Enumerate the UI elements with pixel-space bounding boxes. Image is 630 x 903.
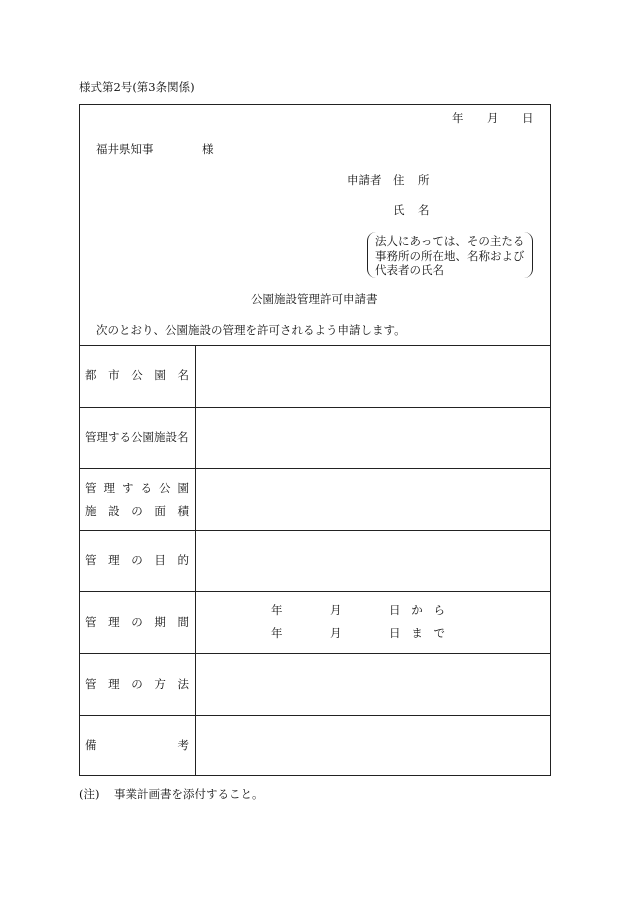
corporate-note (375, 234, 525, 278)
period-from-day: 日 か ら (389, 603, 445, 617)
facility-area-field[interactable] (196, 469, 550, 529)
facility-name-field[interactable] (196, 408, 550, 467)
name-label-char: 名 (418, 203, 430, 217)
period-from-year: 年 (271, 603, 283, 617)
form-number-label: 様式第2号(第3条関係) (79, 80, 195, 94)
address-label-char: 所 (418, 173, 430, 187)
row-label-purpose: 管 理 の 目 的 (85, 553, 189, 567)
remarks-field[interactable] (196, 716, 550, 775)
row-label-period: 管 理 の 期 間 (85, 615, 189, 629)
date-year-label: 年 (452, 111, 464, 125)
address-label-char: 住 (393, 173, 405, 187)
period-to-month: 月 (330, 626, 342, 640)
purpose-field[interactable] (196, 531, 550, 590)
method-field[interactable] (196, 654, 550, 714)
addressee-honorific: 様 (202, 142, 214, 156)
park-name-field[interactable] (196, 346, 550, 406)
row-label-facility-name: 管理する公園施設名 (85, 430, 189, 444)
document-title: 公園施設管理許可申請書 (251, 292, 378, 306)
date-day-label: 日 (522, 111, 534, 125)
footnote-marker: (注) (79, 787, 100, 801)
period-from-month: 月 (330, 603, 342, 617)
row-label-method: 管 理 の 方 法 (85, 677, 189, 691)
intro-text: 次のとおり、公園施設の管理を許可されるよう申請します。 (96, 323, 406, 337)
date-month-label: 月 (487, 111, 499, 125)
period-to-year: 年 (271, 626, 283, 640)
table-row-divider (79, 591, 551, 592)
period-to-day: 日 ま で (389, 626, 445, 640)
row-label-park-name: 都 市 公 園 名 (85, 368, 189, 382)
name-label-char: 氏 (393, 203, 405, 217)
row-label-remarks: 備 考 (85, 738, 189, 752)
corporate-note-line: 事務所の所在地、名称および (375, 248, 525, 263)
corporate-note-line: 法人にあっては、その主たる (375, 234, 525, 248)
footnote-text: 事業計画書を添付すること。 (114, 787, 264, 801)
applicant-label: 申請者 (347, 173, 382, 187)
row-label-facility-area-line2: 施 設 の 面 積 (85, 504, 189, 518)
corporate-note-line: 代表者の氏名 (375, 263, 444, 277)
addressee-name: 福井県知事 (96, 142, 154, 156)
row-label-facility-area-line1: 管 理 す る 公 園 (85, 481, 189, 495)
